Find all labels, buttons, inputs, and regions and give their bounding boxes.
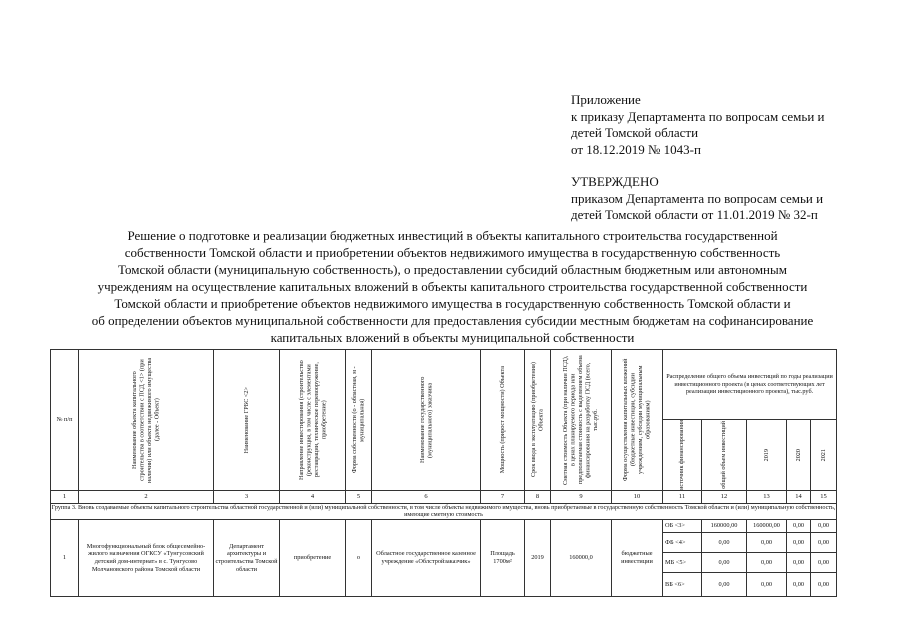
header-year-2021: 2021 <box>811 420 837 491</box>
title-line: собственности Томской области и приобретении объектов недвижимого имущества в государственную собственность <box>124 245 781 260</box>
title-line: учреждениям на осуществление капитальных вложений в объекты капитального строительства государственной собственности <box>97 279 808 294</box>
header-year-2019: 2019 <box>747 420 787 491</box>
appendix-block <box>571 92 825 158</box>
header-distribution: Распределение общего объема инвестиций по годы реализации инвестиционного проекта (в ценах соответствующих лет реализации инвестиционного проекта), тыс.руб. <box>663 350 837 420</box>
row-cost: 160000,0 <box>551 520 612 597</box>
finance-total: 0,00 <box>702 533 747 553</box>
header-cost: Сметная стоимость Объекта (при наличии ПСД), в ценах планируемого периода или предполагаемая стоимость с выделением объема финансирования на разработку ПСД (всего, тыс.руб. <box>551 350 612 491</box>
column-number: 13 <box>747 490 787 503</box>
finance-2020: 0,00 <box>787 533 811 553</box>
finance-source: ОБ <3> <box>663 520 702 533</box>
finance-2021: 0,00 <box>811 520 837 533</box>
header-total: общий объем инвестиций <box>702 420 747 491</box>
approved-line: приказом Департамента по вопросам семьи и <box>571 190 824 206</box>
column-number: 10 <box>612 490 663 503</box>
row-number: 1 <box>51 520 79 597</box>
header-form: Форма осуществления капитальных вложений (бюджетные инвестиции, субсидии учреждениям, субсидии муниципальным образованиям) <box>612 350 663 491</box>
finance-2019: 0,00 <box>747 573 787 597</box>
appendix-line: к приказу Департамента по вопросам семьи и <box>571 108 825 124</box>
appendix-line: Приложение <box>571 92 641 107</box>
finance-2020: 0,00 <box>787 520 811 533</box>
header-year-2020: 2020 <box>787 420 811 491</box>
header-grbs: Наименование ГРБС <2> <box>214 350 280 491</box>
row-grbs: Департамент архитектуры и строительства Томской области <box>214 520 280 597</box>
approved-block <box>571 174 823 224</box>
finance-2020: 0,00 <box>787 553 811 573</box>
row-capacity: Площадь 1700м² <box>481 520 525 597</box>
title-line: Решение о подготовке и реализации бюджетных инвестиций в объекты капитального строительства государственной <box>127 228 778 243</box>
column-number: 5 <box>346 490 372 503</box>
finance-2021: 0,00 <box>811 553 837 573</box>
header-customer: Наименование государственного (муниципального) заказчика <box>372 350 481 491</box>
finance-2019: 160000,00 <box>747 520 787 533</box>
column-number: 4 <box>280 490 346 503</box>
title-line: об определении объектов муниципальной собственности для предоставления субсидии местным бюджетам на софинансирование <box>91 313 814 328</box>
group-row <box>51 503 837 519</box>
column-number: 9 <box>551 490 612 503</box>
finance-2021: 0,00 <box>811 533 837 553</box>
title-line: Томской области (муниципальную собственность), о предоставлении субсидий областным бюджетным или автономным <box>118 262 787 277</box>
column-number: 8 <box>525 490 551 503</box>
header-direction: Направление инвестирования (строительство (реконструкция, в том числе с элементами реставрации, техническое перевооружение, приобретение) <box>280 350 346 491</box>
column-number: 1 <box>51 490 79 503</box>
header-number: № п/п <box>51 350 79 491</box>
header-object: Наименование объекта капитального строительства в соответствии с ПСД <1> (при наличии) или объекта недвижимого имущества (далее - Объект) <box>79 350 214 491</box>
table-row <box>51 520 837 533</box>
finance-source: ФБ <4> <box>663 533 702 553</box>
header-source: источник финансирования <box>663 420 702 491</box>
title-line: Томской области и приобретение объектов недвижимого имущества в государственную собственность Томской области и <box>114 296 791 311</box>
row-direction: приобретение <box>280 520 346 597</box>
row-customer: Областное государственное казенное учреждение «Облстройзаказчик» <box>372 520 481 597</box>
column-numbers-row <box>51 490 837 503</box>
group-caption: Группа 3. Вновь создаваемые объекты капитального строительства областной государственной и (или) муниципальной собственности, в том числе объекты недвижимого имущества, вновь приобретаемые в государственную собственность Томской области и (или) муниципальную собственность, имеющие сметную стоимость <box>51 503 836 519</box>
column-number: 12 <box>702 490 747 503</box>
finance-source: МБ <5> <box>663 553 702 573</box>
header-term: Срок ввода в эксплуатацию (приобретения) Объекта <box>525 350 551 491</box>
header-capacity: Мощность (прирост мощности) Объекта <box>481 350 525 491</box>
column-number: 2 <box>79 490 214 503</box>
header-ownership: Форма собственности (о - областная, м - муниципальная) <box>346 350 372 491</box>
finance-source: ВБ <6> <box>663 573 702 597</box>
row-object: Многофункциональный блок общесемейно-жилого назначения ОГКСУ «Тунгусовский детский дом-интернат» в с. Тунгусово Молчановского района Томской области <box>79 520 214 597</box>
column-number: 3 <box>214 490 280 503</box>
approved-heading: УТВЕРЖДЕНО <box>571 174 659 189</box>
finance-total: 160000,00 <box>702 520 747 533</box>
row-term: 2019 <box>525 520 551 597</box>
finance-total: 0,00 <box>702 573 747 597</box>
finance-2019: 0,00 <box>747 533 787 553</box>
column-number: 14 <box>787 490 811 503</box>
investment-table <box>50 349 837 597</box>
document-title <box>40 227 865 346</box>
column-number: 15 <box>811 490 837 503</box>
appendix-line: от 18.12.2019 № 1043-п <box>571 141 701 157</box>
finance-total: 0,00 <box>702 553 747 573</box>
column-number: 6 <box>372 490 481 503</box>
appendix-line: детей Томской области <box>571 125 699 140</box>
column-number: 11 <box>663 490 702 503</box>
finance-2021: 0,00 <box>811 573 837 597</box>
title-line: капитальных вложений в объекты муниципальной собственности <box>270 330 635 345</box>
approved-line: детей Томской области от 11.01.2019 № 32-п <box>571 207 818 222</box>
row-form: бюджетные инвестиции <box>612 520 663 597</box>
column-number: 7 <box>481 490 525 503</box>
finance-2020: 0,00 <box>787 573 811 597</box>
finance-2019: 0,00 <box>747 553 787 573</box>
row-ownership: о <box>346 520 372 597</box>
